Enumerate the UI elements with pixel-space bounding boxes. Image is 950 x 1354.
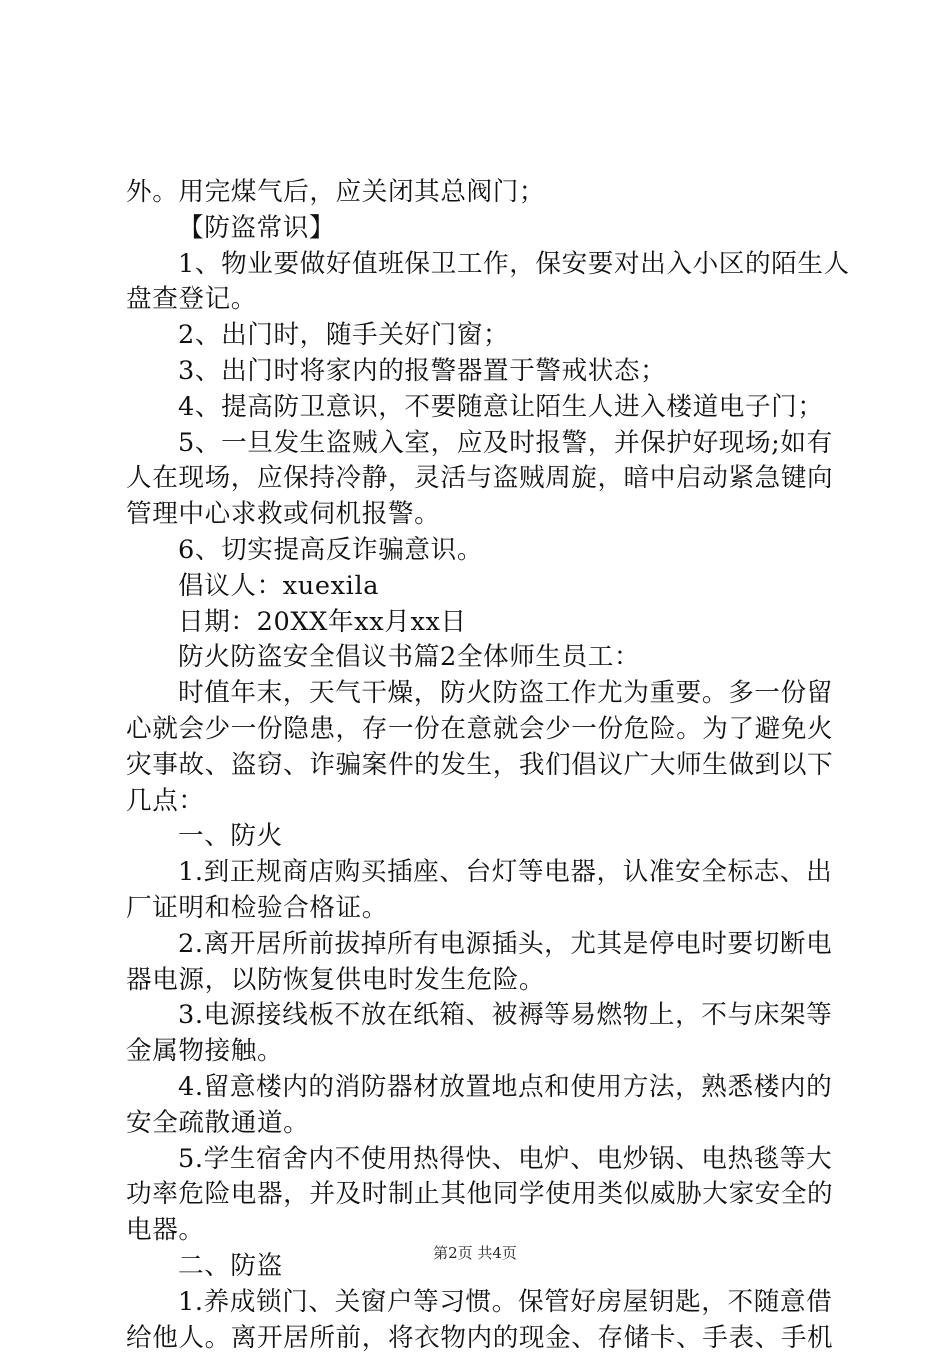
text-line: 厂证明和检验合格证。 xyxy=(126,893,388,923)
text-line: 安全疏散通道。 xyxy=(126,1107,310,1138)
text-line: 二、防盗 xyxy=(178,1251,283,1281)
text-line: 外。用完煤气后，应关闭其总阀门； xyxy=(126,177,546,207)
text-line: 给他人。离开居所前，将衣物内的现金、存储卡、手表、手机 xyxy=(126,1322,834,1353)
text-line: 人在现场，应保持冷静，灵活与盗贼周旋，暗中启动紧急键向 xyxy=(126,463,834,494)
text-line: 5、一旦发生盗贼入室，应及时报警，并保护好现场;如有 xyxy=(178,427,833,458)
text-line: 1、物业要做好值班保卫工作，保安要对出入小区的陌生人 xyxy=(178,248,850,279)
text-line: 日期：20XX年xx月xx日 xyxy=(178,606,467,637)
text-line: 一、防火 xyxy=(178,821,283,852)
text-line: 时值年末，天气干燥，防火防盗工作尤为重要。多一份留 xyxy=(178,678,833,709)
text-line: 盘查登记。 xyxy=(126,284,257,315)
text-line: 管理中心求救或伺机报警。 xyxy=(126,499,441,530)
text-line: 6、切实提高反诈骗意识。 xyxy=(178,535,484,565)
text-line: 金属物接触。 xyxy=(126,1036,284,1067)
text-line: 3、出门时将家内的报警器置于警戒状态； xyxy=(178,356,667,386)
text-line: 倡议人：xuexila xyxy=(178,570,380,601)
text-line: 3.电源接线板不放在纸箱、被褥等易燃物上，不与床架等 xyxy=(178,1000,833,1031)
text-line: 4、提高防卫意识，不要随意让陌生人进入楼道电子门； xyxy=(178,391,824,422)
text-line: 几点： xyxy=(126,785,205,816)
text-line: 器电源，以防恢复供电时发生危险。 xyxy=(126,964,546,995)
text-line: 电器。 xyxy=(126,1215,205,1246)
text-line: 2.离开居所前拔掉所有电源插头，尤其是停电时要切断电 xyxy=(178,928,833,959)
text-line: 【防盗常识】 xyxy=(178,212,336,243)
text-line: 2、出门时，随手关好门窗； xyxy=(178,320,510,351)
text-line: 功率危险电器，并及时制止其他同学使用类似威胁大家安全的 xyxy=(126,1179,834,1210)
page-footer: 第2页 共4页 xyxy=(433,1244,517,1262)
text-line: 5.学生宿舍内不使用热得快、电炉、电炒锅、电热毯等大 xyxy=(178,1143,833,1174)
text-line: 心就会少一份隐患，存一份在意就会少一份危险。为了避免火 xyxy=(126,714,834,744)
text-line: 4.留意楼内的消防器材放置地点和使用方法，熟悉楼内的 xyxy=(178,1072,833,1102)
text-line: 防火防盗安全倡议书篇2全体师生员工： xyxy=(178,642,641,673)
text-line: 灾事故、盗窃、诈骗案件的发生，我们倡议广大师生做到以下 xyxy=(126,749,834,780)
text-line: 1.到正规商店购买插座、台灯等电器，认准安全标志、出 xyxy=(178,857,833,888)
text-line: 1.养成锁门、关窗户等习惯。保管好房屋钥匙，不随意借 xyxy=(178,1286,833,1317)
